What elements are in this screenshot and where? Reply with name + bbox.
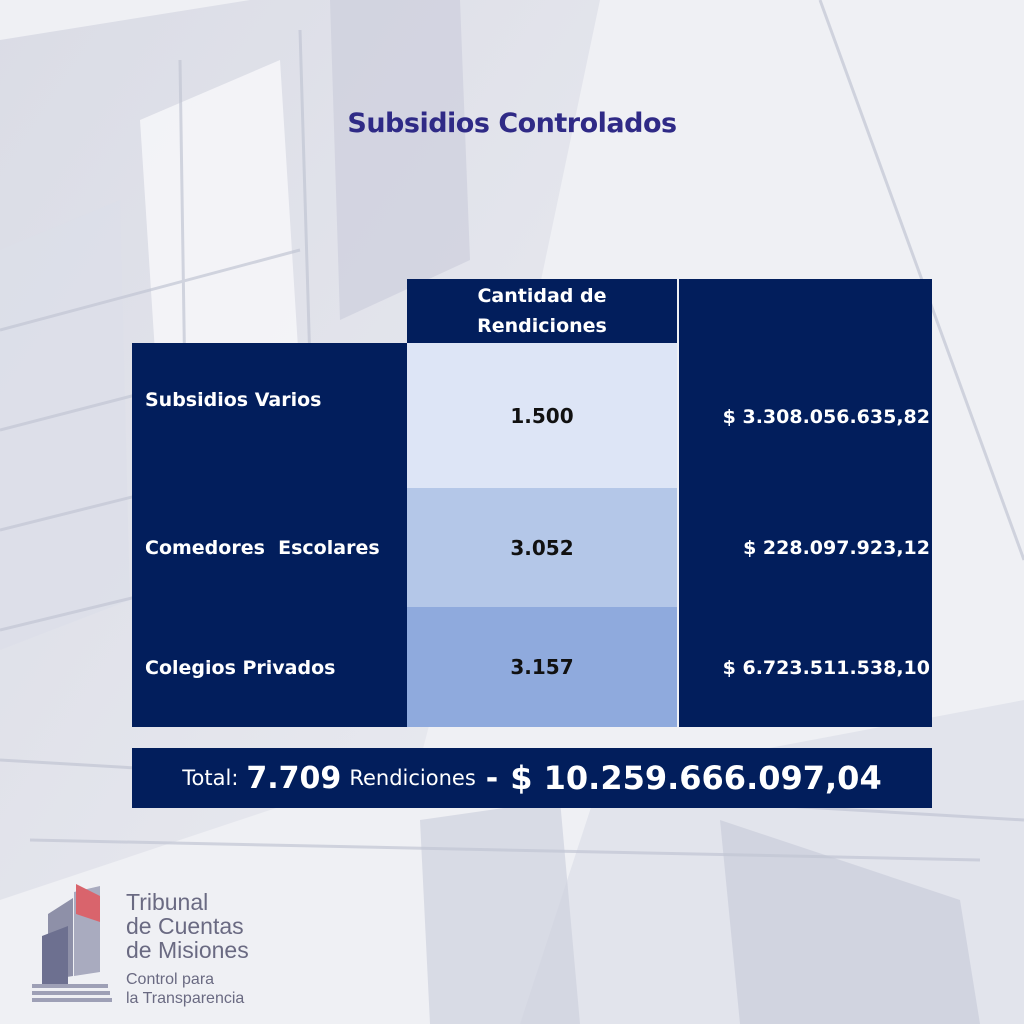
row-amount-subsidios-varios: $ 3.308.056.635,82 [722,406,930,428]
row-label-subsidios-varios: Subsidios Varios [145,389,322,411]
total-dash: - [485,760,499,796]
row-quantity-value: 3.157 [510,655,574,679]
row-quantity-subsidios-varios [407,343,677,488]
total-count: 7.709 [246,760,342,796]
row-quantity-value: 3.052 [510,535,574,560]
total-bar [132,748,932,808]
total-unit: Rendiciones [349,766,476,790]
row-label-colegios-privados: Colegios Privados [145,657,336,679]
header-quantity-label: Cantidad de Rendiciones [477,285,607,337]
row-quantity-comedores-escolares [407,488,677,607]
logo-tagline-line-2: la Transparencia [126,990,245,1007]
row-quantity-value: 1.500 [510,403,574,428]
header-quantity [407,279,677,343]
row-amount-colegios-privados: $ 6.723.511.538,10 [722,657,930,679]
logo-name-line-3: de Misiones [126,937,249,963]
row-quantity-colegios-privados [407,607,677,727]
logo-name-line-1: Tribunal [126,889,209,915]
total-label: Total: [182,766,239,790]
page-title: Subsidios Controlados [347,108,677,139]
row-amount-comedores-escolares: $ 228.097.923,12 [743,537,930,559]
row-label-comedores-escolares: Comedores Escolares [145,537,380,559]
logo-text [126,890,249,1008]
total-amount: $ 10.259.666.097,04 [510,759,882,797]
logo-name-line-2: de Cuentas [126,913,244,939]
logo-tagline-line-1: Control para [126,971,215,988]
